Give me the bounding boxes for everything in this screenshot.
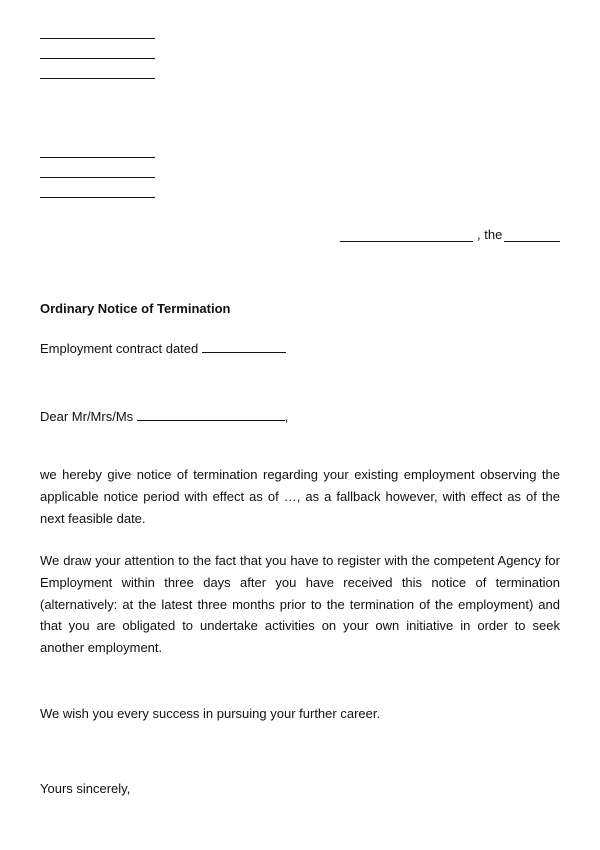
recipient-address-line-3 (40, 197, 155, 198)
body-paragraph-2: We draw your attention to the fact that you have to register with the competent Agency for Employment within three days after you have received this notice of termination (alternatively: at the latest three months prior to the termination of the employment) and that you are obligated to undertake activities on your own initiative in order to seek another employment. (40, 553, 560, 656)
contract-date-blank (202, 340, 286, 353)
salutation-comma: , (284, 409, 289, 424)
closing: Yours sincerely, (40, 781, 131, 796)
place-blank (340, 241, 473, 242)
date-blank (504, 241, 560, 242)
contract-date-line (40, 340, 286, 357)
salutation-line (40, 408, 288, 425)
sender-address-line-1 (40, 38, 155, 39)
salutation-label: Dear Mr/Mrs/Ms (40, 409, 134, 424)
sender-address-line-2 (40, 58, 155, 59)
recipient-address-line-1 (40, 157, 155, 158)
date-separator: , the (477, 227, 503, 242)
contract-date-label: Employment contract dated (40, 341, 199, 356)
sender-address-line-3 (40, 78, 155, 79)
recipient-address-line-2 (40, 177, 155, 178)
body-paragraph-3: We wish you every success in pursuing your further career. (40, 706, 381, 721)
salutation-name-blank (137, 408, 285, 421)
body-paragraph-1: we hereby give notice of termination regarding your existing employment observing the applicable notice period with effect as of …, as a fallback however, with effect as of the next feasible date. (40, 467, 560, 526)
document-title: Ordinary Notice of Termination (40, 301, 231, 316)
